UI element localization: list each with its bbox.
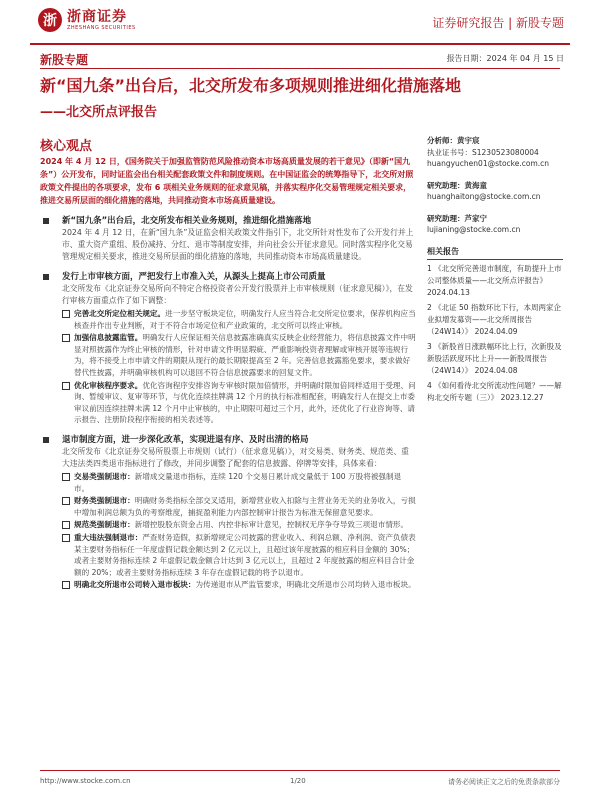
header-divider	[30, 43, 570, 45]
list-item-label: 优化审核程序要求。	[74, 380, 143, 390]
list-item-label: 明确北交所退市公司转入退市板块：	[74, 580, 196, 590]
list-item	[62, 579, 416, 591]
core-view-heading: 核心观点	[40, 139, 93, 154]
list-item	[62, 332, 416, 378]
bullet-square-icon	[43, 437, 49, 443]
bullet-square-icon	[43, 218, 49, 224]
analyst-label: 分析师：	[427, 136, 457, 145]
related-report-item[interactable]: 2 《北证 50 指数环比下行，本周两家企业拟增发募资——北交所周报告（24W14）》 2024.04.09	[427, 303, 561, 336]
analyst-email[interactable]: huangyuchen01@stocke.com.cn	[427, 159, 550, 168]
checkbox-icon	[62, 310, 70, 318]
bullet-square-icon	[43, 274, 49, 280]
assistant-info	[427, 213, 563, 236]
list-item-text: 明确发行人应保证相关信息披露准确真实反映企业经营能力，将信息披露文件中明显对照披露作为终止审核的情形，针对申请文件明显瑕疵、严重影响投资者理解或审核开展等违规行为，将不接受上市申请文件的期限从现行的最长期限提高至 2 年。完善信息披露豁免要求，要求做好替代性披露，并明确审核机构可以退回不符合信息披露要求的回复文件。	[74, 333, 416, 377]
main-content	[40, 155, 416, 591]
list-item-text: 优化咨询程序安排咨询专审核时限加倍情形，并明确时限加倍同样适用于受理、问询、暂缓审议、复审等环节，与优化连续挂牌满 12 个月的执行标准相配套，明确发行人在提交上市委审议前因连续挂牌未满 12 个月中止审核的，中止期限可超过三个月，此外，还优化了行业咨询等、请示报告、注册阶段程序衔接的相关表述等。	[74, 380, 416, 425]
analyst-info	[427, 135, 563, 170]
footer-disclaimer: 请务必阅读正文之后的免责条款部分	[448, 778, 560, 786]
footer-url[interactable]: http://www.stocke.com.cn	[40, 777, 131, 785]
report-date: 报告日期：2024 年 04 月 15 日	[446, 54, 564, 63]
checkbox-icon	[62, 473, 70, 481]
list-item	[62, 519, 416, 531]
document-type: 证券研究报告 | 新股专题	[432, 16, 564, 30]
checkbox-icon	[62, 534, 70, 542]
list-item-label: 交易类强制退市：	[74, 471, 135, 481]
logo-english-name: ZHESHANG SECURITIES	[67, 24, 136, 31]
company-logo	[38, 8, 136, 32]
related-report-item[interactable]: 1 《北交所完善退市制度，有助提升上市公司整体质量——北交所点评报告》 2024.04.13	[427, 264, 562, 297]
bullet-text: 北交所发布《北京证券交易所股票上市规则（试行）（征求意见稿）》，对交易类、财务类、规范类、重大违法类四类退市指标进行了修改，并同步调整了配套的信息披露、停牌等安排，具体来看：	[62, 446, 409, 468]
assistant-name: 黄海童	[464, 180, 487, 190]
list-item	[62, 495, 416, 518]
checkbox-icon	[62, 497, 70, 505]
checkbox-icon	[62, 581, 70, 589]
logo-chinese-name: 浙商证券	[67, 8, 127, 25]
page-number: 1/20	[290, 777, 306, 785]
analyst-sidebar	[427, 135, 563, 404]
bullet-section-rules	[40, 215, 416, 263]
related-report-item[interactable]: 3 《新股首日涨跌幅环比上行，次新股及新股活跃度环比上升——新股周报告（24W14）》 2024.04.08	[427, 342, 562, 375]
bullet-heading: 新“国九条”出台后，北交所发布相关业务规则，推进细化措施落地	[62, 216, 312, 226]
bullet-section-delisting	[40, 434, 416, 591]
list-item-label: 财务类强制退市：	[74, 496, 135, 506]
related-reports-heading: 相关报告	[427, 246, 459, 256]
analyst-name: 黄宇宸	[457, 136, 480, 145]
bullet-heading: 发行上市审核方面，严把发行上市准入关，从源头上提高上市公司质量	[62, 272, 326, 282]
report-title: 新“国九条”出台后，北交所发布多项规则推进细化措施落地	[40, 76, 462, 95]
list-item-label: 重大违法强制退市：	[74, 532, 143, 542]
summary-paragraph: 2024 年 4 月 12 日，《国务院关于加强监管防范风险推动资本市场高质量发展的若干意见》（即新“国九条”）公开发布，同时证监会出台相关配套政策文件和制度规则。在中国证监会的统筹指导下，北交所对照政策文件提出的各项要求，发布 6 项相关业务规则的征求意见稿，并落实程序化交易管理规定相关要求，推进交易所层面的细化措施的落地，共同推动资本市场高质量建设。	[40, 157, 414, 205]
list-item	[62, 471, 416, 494]
list-item-text: 新增控股股东资金占用、内控非标审计意见，控制权无序争夺导致三项退市情形。	[134, 520, 409, 530]
assistant-name: 芦家宁	[464, 213, 487, 223]
bullet-section-listing-review	[40, 271, 416, 426]
list-item-text: 为传递退市从严监管要求，明确北交所退市公司均转入退市板块。	[195, 580, 416, 590]
list-item-text: 进一步坚守板块定位，明确发行人应当符合北交所定位要求，保荐机构应当核查并作出专业判断，对于不符合市场定位和产业政策的，北交所可以终止审核。	[74, 309, 416, 330]
checkbox-icon	[62, 382, 70, 390]
page-header	[0, 0, 600, 44]
checkbox-icon	[62, 334, 70, 342]
list-item-text: 明确财务类指标全部交叉适用，新增营业收入扣除与主营业务无关的业务收入，亏损中增加利润总额为负的考察维度，捕捉盈利能力内部控制审计报告为标准无保留意见要求。	[74, 496, 416, 517]
category-divider	[40, 68, 560, 69]
list-item	[62, 532, 416, 578]
logo-mark-icon: 浙	[38, 8, 62, 32]
report-category: 新股专题	[40, 53, 89, 67]
bullet-text: 2024 年 4 月 12 日，在新“国九条”及证监会相关政策文件指引下，北交所针对性发布了公开发行并上市、重大资产重组、股份减持、分红、退市等制度安排，并向社会公开征求意见。同时落实程序化交易管理规定相关要求，推进交易所层面的细化措施的落地，共同推动资本市场高质量建设。	[62, 228, 414, 261]
assistant-label: 研究助理：	[427, 213, 465, 223]
assistant-label: 研究助理：	[427, 180, 465, 190]
list-item-text: 新增成交量退市指标，连续 120 个交易日累计成交量低于 100 万股将被强制退市。	[74, 471, 402, 493]
list-item-label: 规范类强制退市：	[74, 520, 135, 530]
report-subtitle: ——北交所点评报告	[40, 105, 158, 120]
assistant-info	[427, 180, 563, 203]
related-divider	[427, 259, 563, 260]
checkbox-icon	[62, 521, 70, 529]
assistant-email[interactable]: huanghaitong@stocke.com.cn	[427, 192, 541, 201]
list-item-text: 严查财务造假，拟新增规定公司披露的营业收入、利润总额、净利润、资产负债表某主要财务指标任一年度虚假记载金额达到 2 亿元以上，且超过该年度披露的相应科目金额的 30%；或者主要财务指标连续 2 年虚假记载金额合计达到 3 亿元以上，且超过 2 年度披露的相应科目合计金额的 20%；或者主要财务指标连续 3 年存在虚假记载的将予以退市。	[74, 532, 416, 577]
list-item-label: 加强信息披露监管。	[74, 333, 143, 343]
list-item	[62, 380, 416, 426]
list-item-label: 完善北交所定位相关规定。	[74, 309, 166, 318]
related-report-item[interactable]: 4 《如何看待北交所流动性问题？——解构北交所专题（三）》 2023.12.27	[427, 381, 562, 402]
bullet-text: 北交所发布《北京证券交易所向不特定合格投资者公开发行股票并上市审核规则（征求意见稿）》，在发行审核方面重点作了如下调整：	[62, 284, 413, 305]
analyst-cert: 执业证书号：S1230523080004	[427, 147, 539, 157]
page-footer	[40, 770, 560, 791]
list-item	[62, 308, 416, 331]
assistant-email[interactable]: lujianing@stocke.com.cn	[427, 225, 521, 234]
bullet-heading: 退市制度方面，进一步深化改革，实现进退有序、及时出清的格局	[62, 434, 309, 445]
